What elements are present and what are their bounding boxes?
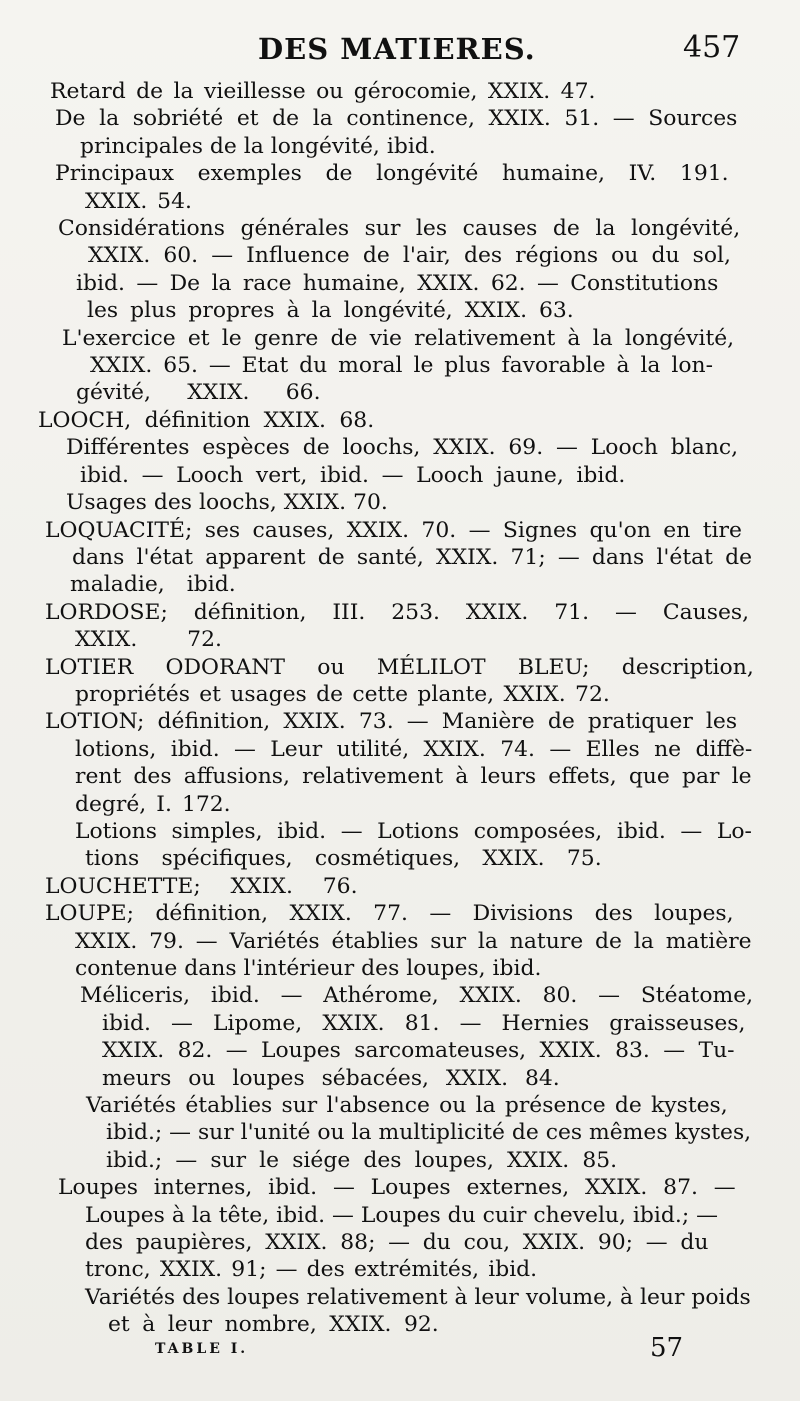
index-line: Loupes internes, ibid. — Loupes externes, XXIX. 87. — <box>58 1175 736 1201</box>
index-line: Variétés établies sur l'absence ou la présence de kystes, <box>86 1093 728 1119</box>
index-line: ibid. — Looch vert, ibid. — Looch jaune, ibid. <box>80 462 626 488</box>
index-line: ibid.; — sur le siége des loupes, XXIX. 85. <box>106 1147 618 1173</box>
index-line: LOOCH, définition XXIX. 68. <box>38 407 375 433</box>
index-line: XXIX. 54. <box>85 188 192 214</box>
index-line: XXIX. 60. — Influence de l'air, des régions ou du sol, <box>88 243 731 269</box>
index-line: Considérations générales sur les causes de la longévité, <box>58 216 741 242</box>
index-line: lotions, ibid. — Leur utilité, XXIX. 74. — Elles ne diffè- <box>75 736 753 762</box>
page-number: 457 <box>683 30 741 65</box>
index-line: dans l'état apparent de santé, XXIX. 71; — dans l'état de <box>72 544 753 570</box>
index-line: tions spécifiques, cosmétiques, XXIX. 75. <box>85 846 602 872</box>
index-line: Méliceris, ibid. — Athérome, XXIX. 80. — Stéatome, <box>80 983 754 1009</box>
index-line: des paupières, XXIX. 88; — du cou, XXIX. 90; — du <box>85 1230 709 1256</box>
sheet-number: 57 <box>650 1333 684 1363</box>
index-line: LOQUACITÉ; ses causes, XXIX. 70. — Signes qu'on en tire <box>45 517 742 543</box>
index-line: Lotions simples, ibid. — Lotions composées, ibid. — Lo- <box>75 818 752 844</box>
index-line: Principaux exemples de longévité humaine, IV. 191. <box>55 161 729 187</box>
index-line: Différentes espèces de loochs, XXIX. 69. — Looch blanc, <box>66 435 739 461</box>
index-line: degré, I. 172. <box>75 791 231 817</box>
index-line: XXIX. 65. — Etat du moral le plus favorable à la lon- <box>90 353 714 379</box>
index-line: Retard de la vieillesse ou gérocomie, XXIX. 47. <box>50 79 596 104</box>
index-line: ibid. — De la race humaine, XXIX. 62. — Constitutions <box>76 270 719 296</box>
index-line: XXIX. 82. — Loupes sarcomateuses, XXIX. 83. — Tu- <box>102 1038 735 1064</box>
index-line: L'exercice et le genre de vie relativement à la longévité, <box>62 325 735 351</box>
index-line: Usages des loochs, XXIX. 70. <box>66 490 388 516</box>
index-line: principales de la longévité, ibid. <box>80 133 436 159</box>
index-line: les plus propres à la longévité, XXIX. 63. <box>87 298 574 324</box>
index-line: LOUPE; définition, XXIX. 77. — Divisions des loupes, <box>45 901 734 927</box>
index-line: rent des affusions, relativement à leurs effets, que par le <box>75 764 752 790</box>
index-line: Loupes à la tête, ibid. — Loupes du cuir chevelu, ibid.; — <box>85 1202 718 1228</box>
index-line: tronc, XXIX. 91; — des extrémités, ibid. <box>85 1257 538 1283</box>
page-header <box>0 32 800 76</box>
index-line: XXIX. 72. <box>75 627 222 653</box>
index-line: gévité, XXIX. 66. <box>76 380 321 406</box>
index-line: et à leur nombre, XXIX. 92. <box>108 1312 439 1338</box>
index-line: meurs ou loupes sébacées, XXIX. 84. <box>102 1065 560 1091</box>
index-line: ibid.; — sur l'unité ou la multiplicité de ces mêmes kystes, <box>106 1120 752 1146</box>
index-line: LOTIER ODORANT ou MÉLILOT BLEU; description, <box>45 654 754 680</box>
index-line: maladie, ibid. <box>70 572 236 598</box>
index-line: contenue dans l'intérieur des loupes, ibid. <box>75 956 542 981</box>
index-line: LOTION; définition, XXIX. 73. — Manière de pratiquer les <box>45 709 738 735</box>
signature-mark: TABLE I. <box>155 1341 249 1357</box>
index-line: LORDOSE; définition, III. 253. XXIX. 71. — Causes, <box>45 599 750 625</box>
index-line: Variétés des loupes relativement à leur volume, à leur poids <box>85 1284 751 1310</box>
index-line: XXIX. 79. — Variétés établies sur la nature de la matière <box>75 928 752 954</box>
index-line: ibid. — Lipome, XXIX. 81. — Hernies graisseuses, <box>102 1010 746 1036</box>
index-line: propriétés et usages de cette plante, XXIX. 72. <box>75 681 610 707</box>
index-line: De la sobriété et de la continence, XXIX. 51. — Sources <box>55 106 738 132</box>
running-title: DES MATIERES. <box>258 32 536 66</box>
index-line: LOUCHETTE; XXIX. 76. <box>45 873 358 899</box>
index-entries <box>0 78 800 1339</box>
